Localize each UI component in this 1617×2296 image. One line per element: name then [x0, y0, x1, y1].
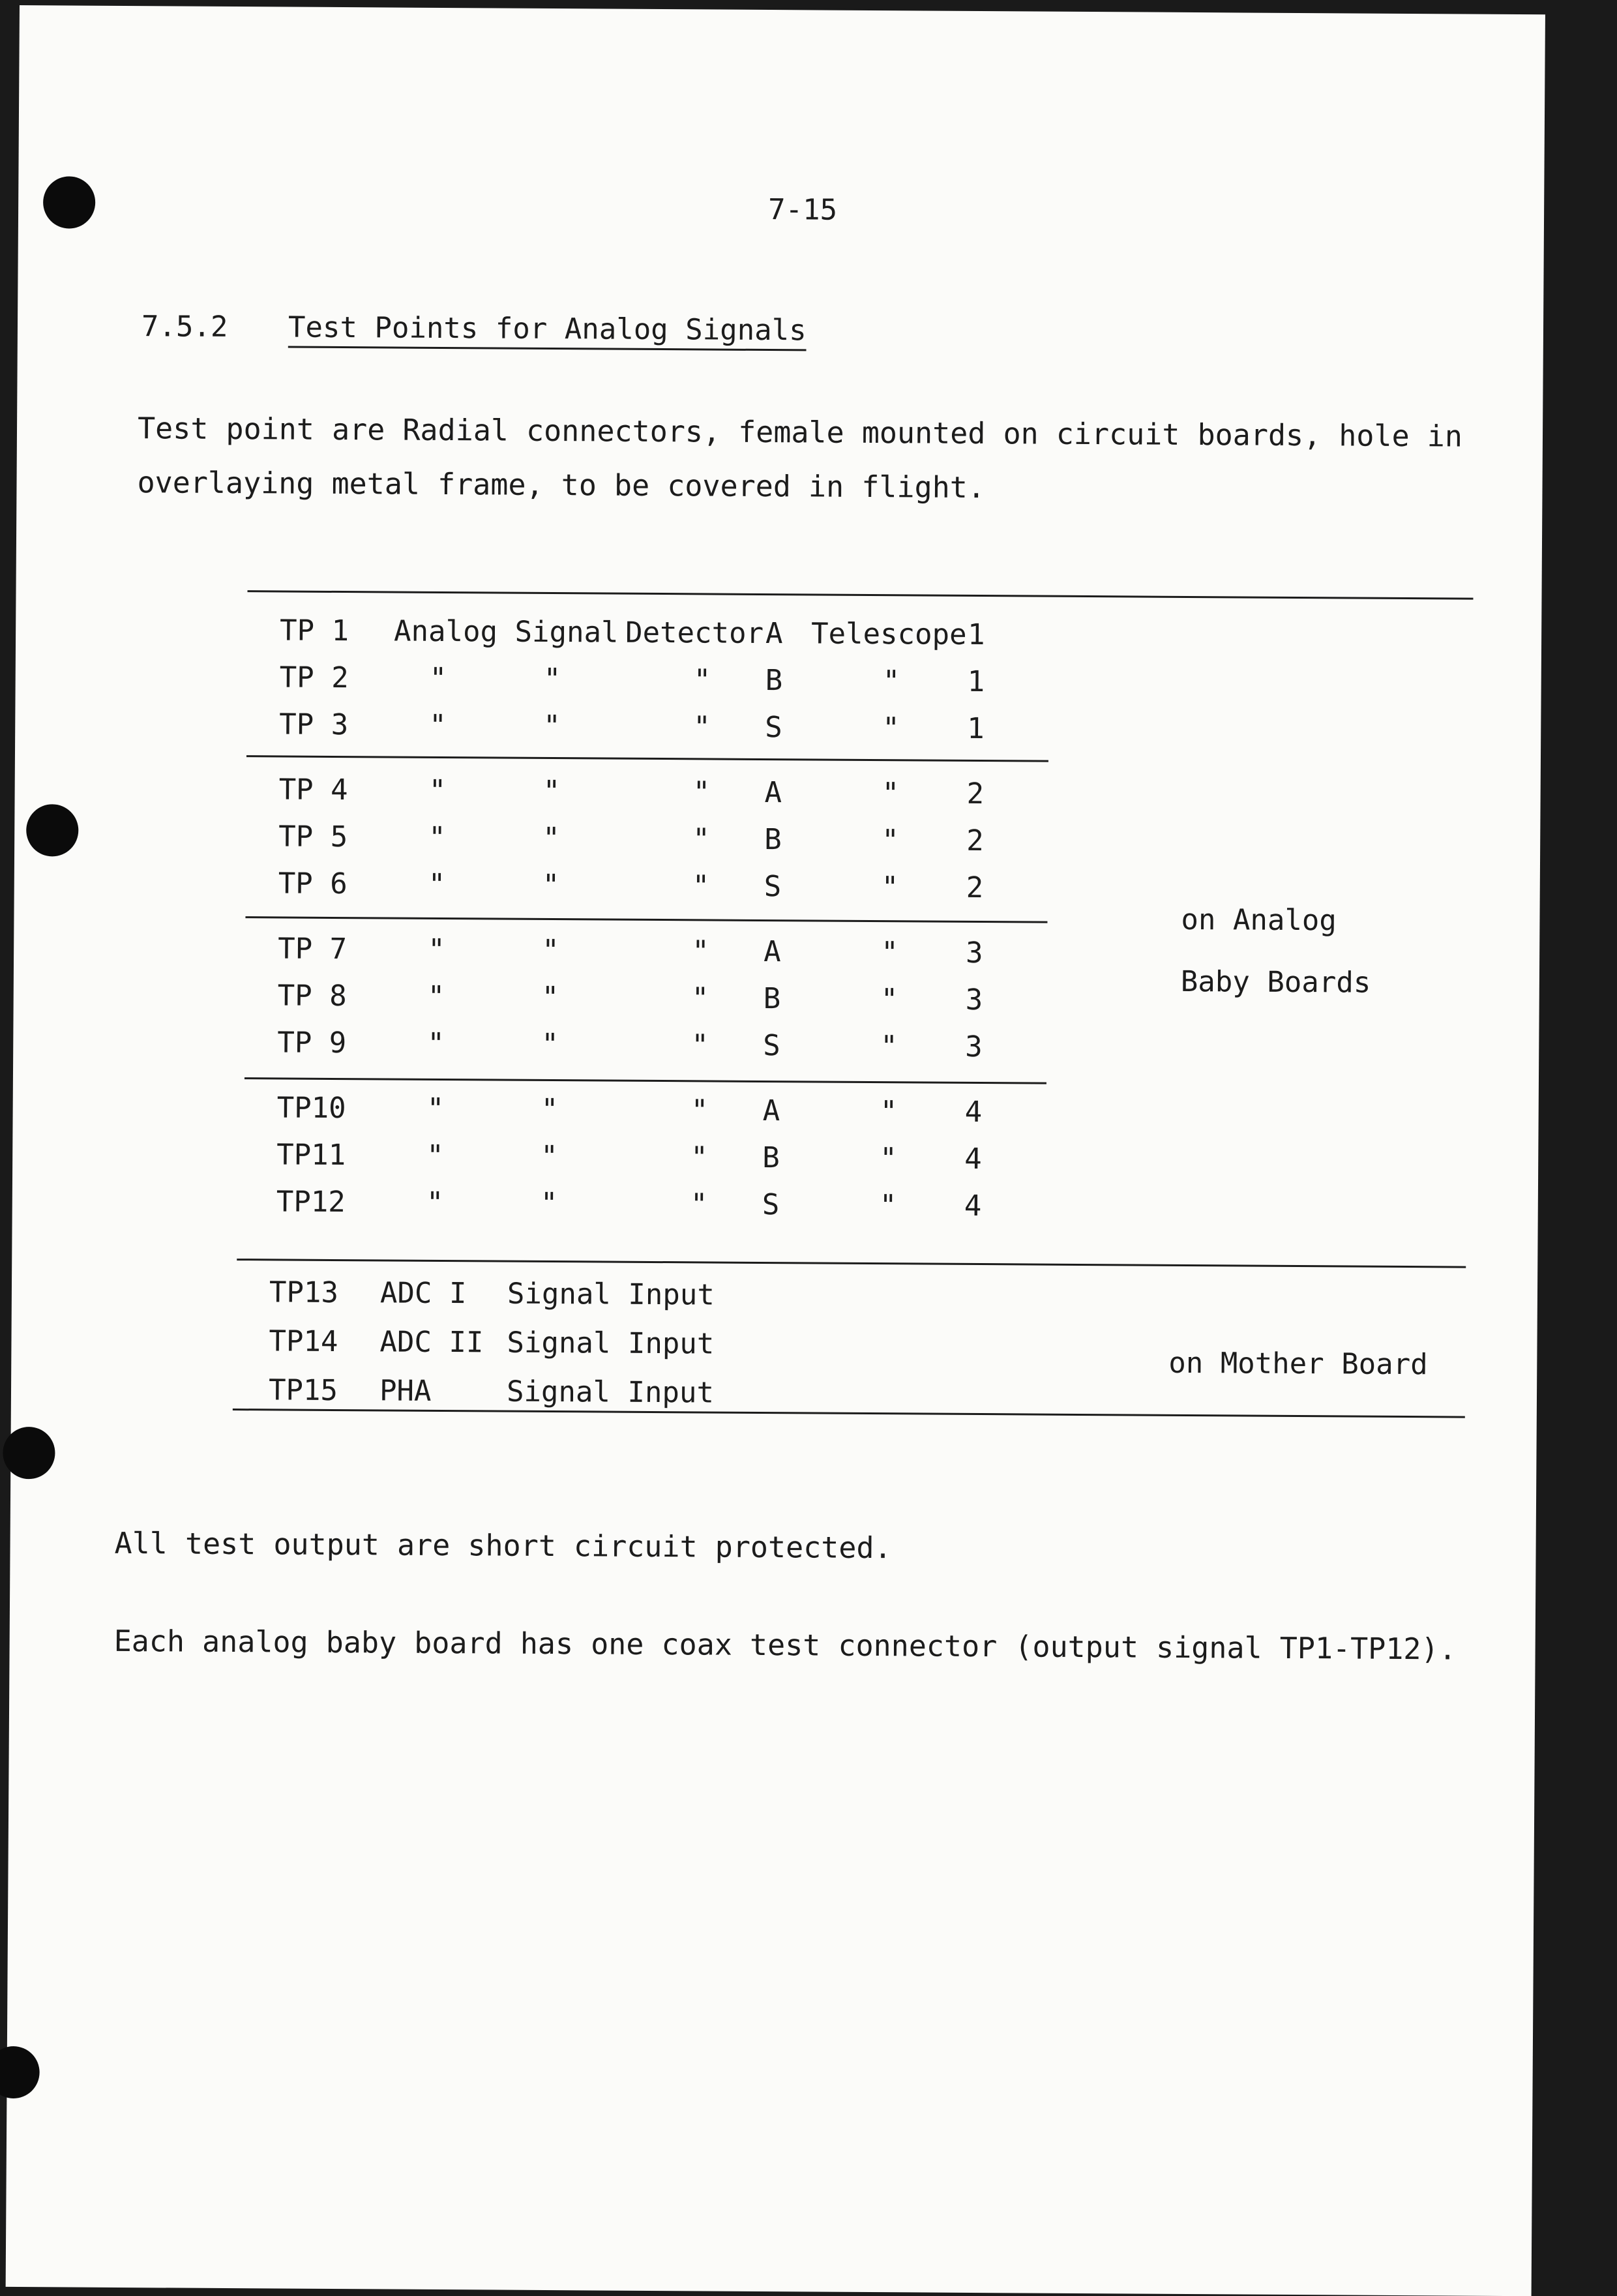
detector-value: B: [764, 823, 782, 857]
ditto-mark: ": [542, 821, 560, 856]
tp-label: TP11: [276, 1138, 346, 1172]
table-rule: [245, 1077, 1046, 1084]
signal-label: Analog Signal: [393, 614, 619, 649]
telescope-value: 1: [967, 664, 985, 699]
ditto-mark: ": [540, 1186, 558, 1221]
telescope-value: 2: [966, 777, 985, 811]
intro-line: overlaying metal frame, to be covered in flight.: [137, 465, 986, 505]
tp-label: TP 9: [277, 1026, 347, 1060]
telescope-value: 1: [967, 618, 985, 652]
detector-value: A: [762, 1094, 780, 1128]
ditto-mark: ": [882, 777, 900, 811]
ditto-mark: ": [690, 1187, 708, 1221]
signal-source: ADC I: [379, 1276, 467, 1311]
page-number: 7-15: [767, 193, 838, 227]
document-page: [6, 5, 1545, 2296]
detector-value: A: [764, 776, 782, 810]
ditto-mark: ": [541, 980, 559, 1015]
ditto-mark: ": [692, 869, 710, 903]
ditto-mark: ": [542, 868, 560, 902]
ditto-mark: ": [543, 662, 561, 696]
tp-label: TP15: [268, 1373, 338, 1408]
tp-label: TP 2: [279, 661, 349, 695]
ditto-mark: ": [428, 867, 446, 902]
ditto-mark: ": [429, 661, 447, 696]
section-title: Test Points for Analog Signals: [288, 310, 807, 348]
ditto-mark: ": [428, 932, 445, 967]
ditto-mark: ": [543, 709, 561, 743]
signal-source: ADC II: [379, 1325, 484, 1360]
ditto-mark: ": [691, 981, 709, 1015]
closing-line: Each analog baby board has one coax test connector (output signal TP1-TP12).: [113, 1623, 1457, 1667]
table-rule: [237, 1259, 1466, 1268]
ditto-mark: ": [428, 773, 447, 808]
ditto-mark: ": [692, 822, 710, 856]
detector-value: S: [762, 1187, 780, 1222]
ditto-mark: ": [429, 708, 447, 743]
ditto-mark: ": [693, 663, 711, 697]
ditto-mark: ": [427, 979, 445, 1014]
ditto-mark: ": [880, 936, 898, 970]
detector-label: Detector: [625, 616, 764, 650]
table-rule: [233, 1409, 1465, 1418]
ditto-mark: ": [427, 1026, 445, 1061]
ditto-mark: ": [882, 824, 899, 857]
punch-hole: [26, 804, 78, 856]
ditto-mark: ": [880, 1142, 897, 1176]
tp-label: TP10: [276, 1091, 346, 1126]
ditto-mark: ": [426, 1185, 444, 1220]
ditto-mark: ": [690, 1141, 708, 1174]
tp-label: TP13: [269, 1275, 339, 1310]
signal-source: PHA: [379, 1374, 432, 1408]
ditto-mark: ": [541, 1092, 559, 1127]
ditto-mark: ": [879, 1189, 897, 1223]
ditto-mark: ": [692, 934, 709, 968]
ditto-mark: ": [882, 664, 900, 698]
table-rule: [245, 916, 1047, 923]
punch-hole: [0, 2046, 40, 2098]
tp-label: TP 7: [278, 932, 348, 966]
ditto-mark: ": [880, 983, 898, 1017]
ditto-mark: ": [542, 933, 559, 968]
table-rule: [248, 590, 1474, 599]
table-rule: [246, 755, 1048, 762]
ditto-mark: ": [542, 774, 561, 809]
telescope-value: 4: [964, 1189, 982, 1223]
punch-hole: [3, 1427, 55, 1479]
tp-label: TP 8: [277, 979, 347, 1013]
tp-label: TP 5: [278, 820, 348, 854]
detector-value: B: [763, 981, 781, 1016]
mother-board-note: on Mother Board: [1168, 1346, 1428, 1382]
detector-value: A: [763, 934, 781, 969]
tp-label: TP 1: [279, 614, 349, 648]
tp-label: TP14: [269, 1324, 338, 1359]
detector-value: B: [765, 664, 783, 698]
baby-boards-note: Baby Boards: [1180, 964, 1371, 1000]
detector-value: B: [762, 1141, 780, 1175]
detector-value: A: [765, 617, 783, 651]
intro-line: Test point are Radial connectors, female mounted on circuit boards, hole in: [137, 411, 1463, 454]
tp-label: TP 4: [278, 773, 348, 807]
tp-label: TP 6: [278, 867, 348, 901]
telescope-label: Telescope: [810, 617, 967, 651]
detector-value: S: [765, 711, 782, 745]
ditto-mark: ": [541, 1139, 558, 1174]
ditto-mark: ": [692, 775, 711, 809]
ditto-mark: ": [426, 1092, 445, 1126]
telescope-value: 2: [966, 824, 984, 858]
tp-label: TP12: [276, 1185, 346, 1219]
telescope-value: 2: [966, 871, 984, 905]
telescope-value: 3: [965, 1030, 983, 1064]
ditto-mark: ": [880, 1095, 898, 1129]
telescope-value: 1: [967, 711, 985, 746]
ditto-mark: ": [880, 1030, 898, 1064]
ditto-mark: ": [691, 1028, 709, 1062]
ditto-mark: ": [428, 820, 446, 855]
telescope-value: 4: [964, 1095, 983, 1129]
ditto-mark: ": [541, 1027, 559, 1062]
ditto-mark: ": [882, 711, 900, 745]
ditto-mark: ": [690, 1094, 709, 1127]
signal-type: Signal Input: [507, 1326, 715, 1361]
tp-label: TP 3: [279, 708, 349, 742]
closing-line: All test output are short circuit protected.: [114, 1525, 892, 1566]
detector-value: S: [763, 1028, 780, 1063]
signal-type: Signal Input: [506, 1375, 715, 1410]
signal-type: Signal Input: [507, 1277, 715, 1312]
ditto-mark: ": [881, 871, 899, 904]
telescope-value: 3: [965, 936, 983, 970]
baby-boards-note: on Analog: [1181, 902, 1337, 938]
telescope-value: 3: [965, 983, 983, 1017]
telescope-value: 4: [964, 1142, 982, 1176]
punch-hole: [43, 176, 95, 228]
ditto-mark: ": [426, 1139, 444, 1173]
ditto-mark: ": [693, 710, 711, 744]
detector-value: S: [764, 870, 782, 904]
section-number: 7.5.2: [141, 310, 228, 344]
